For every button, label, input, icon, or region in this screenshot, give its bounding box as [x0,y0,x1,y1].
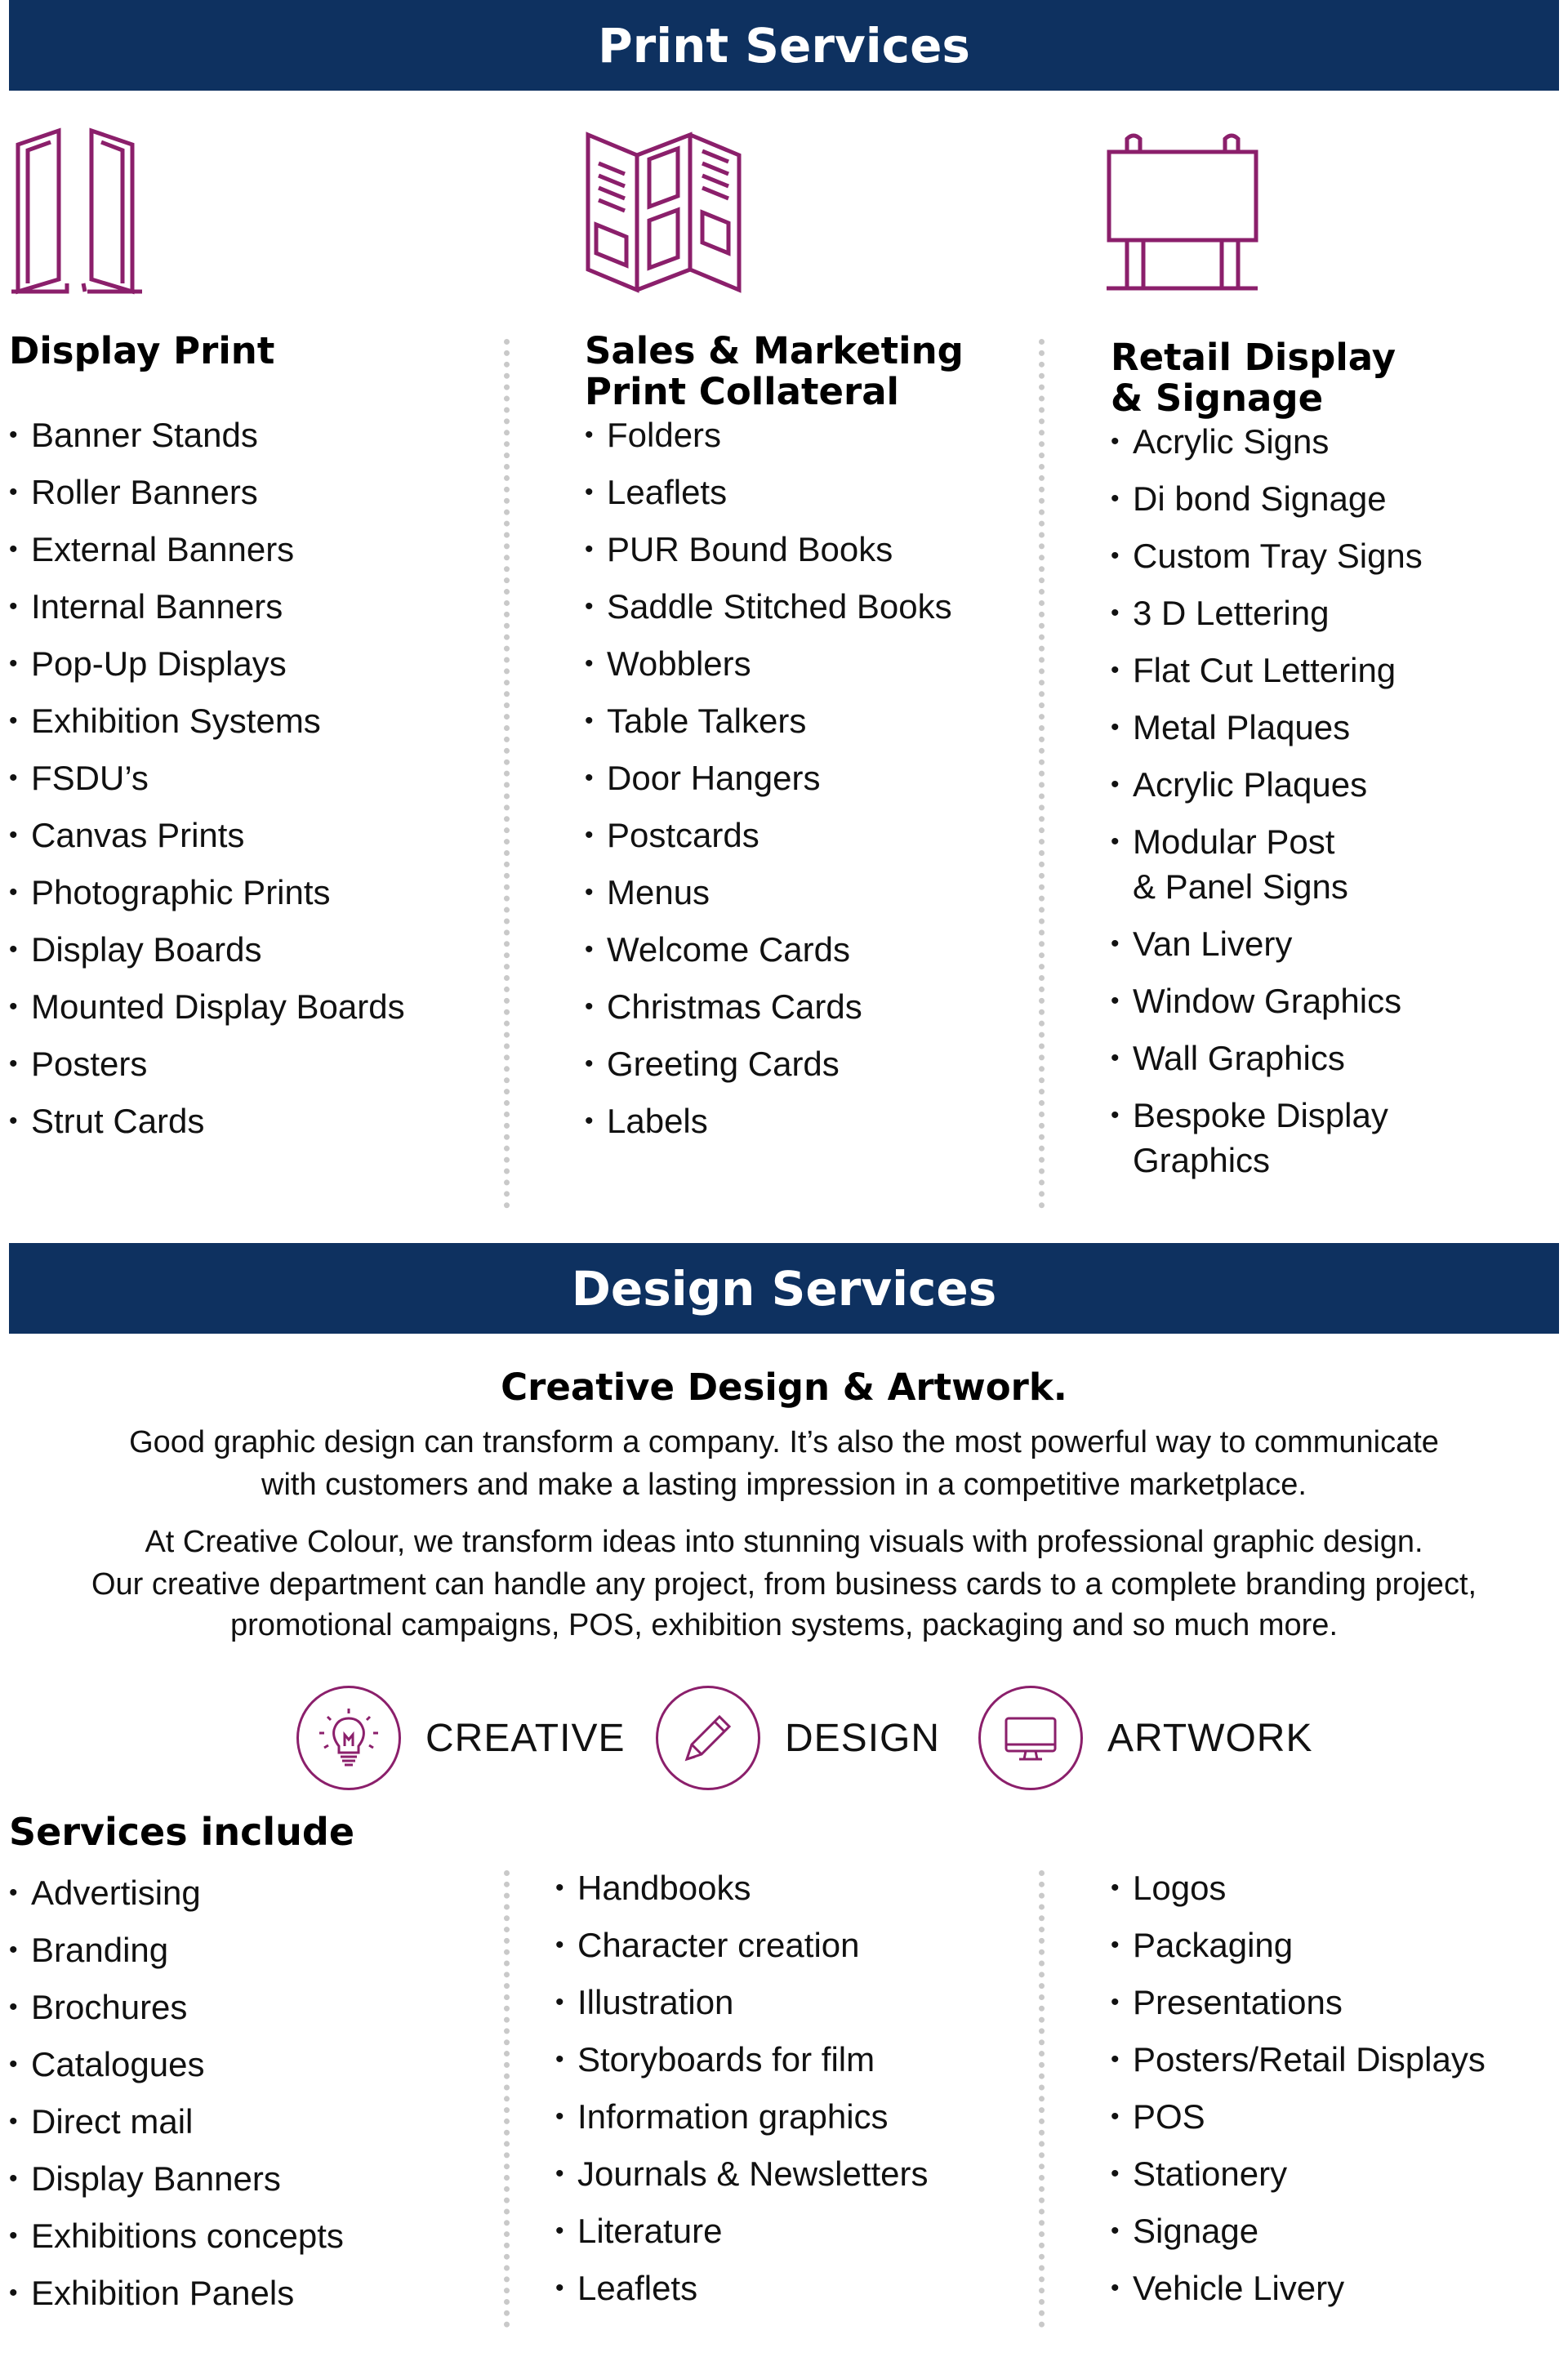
list-item: • Signage [1111,2208,1552,2253]
list-item: • Wall Graphics [1111,1036,1552,1081]
list-item: • Logos [1111,1865,1552,1910]
list-item: • Table Talkers [585,698,1026,743]
print-services-title: Print Services [598,17,970,74]
list-item: • Di bond Signage [1111,476,1552,521]
list-item: • Roller Banners [9,470,499,515]
lightbulb-icon [296,1686,401,1790]
retail-display-column [1111,337,1552,1195]
list-item: • Leaflets [555,2266,1029,2310]
list-item: • Exhibitions concepts [9,2213,499,2258]
column-title: Retail Display & Signage [1111,336,1396,420]
intro-paragraph-1-line-1: Good graphic design can transform a company. It’s also the most powerful way to communicate [129,1425,1439,1459]
list-item: • Direct mail [9,2099,499,2144]
design-heading: Creative Design & Artwork. [501,1366,1067,1409]
creative-badge [296,1686,625,1790]
list-item: • Literature [555,2208,1029,2253]
services-include-title: Services include [9,1810,355,1854]
list-item: • PUR Bound Books [585,527,1026,572]
list-item: • POS [1111,2094,1552,2139]
display-print-column [9,331,499,1156]
list-item: • 3 D Lettering [1111,590,1552,635]
sales-marketing-column [585,331,1026,1156]
list-item: • Stationery [1111,2151,1552,2196]
services-column-3 [1111,1865,1552,2323]
list-item: • Window Graphics [1111,978,1552,1023]
artwork-label: ARTWORK [1107,1716,1313,1760]
column-title: Display Print [9,329,275,372]
list-item: • Modular Post & Panel Signs [1111,819,1552,909]
list-item: • FSDU’s [9,755,499,800]
list-item: • Advertising [9,1870,499,1915]
list-item: • Labels [585,1098,1026,1143]
list-item: • Door Hangers [585,755,1026,800]
list-item: • Pop-Up Displays [9,641,499,686]
column-divider [1039,1870,1045,2328]
list-item: • Wobblers [585,641,1026,686]
monitor-icon [978,1686,1083,1790]
intro-paragraph-2-line-1: At Creative Colour, we transform ideas into stunning visuals with professional graphic design. [145,1525,1423,1559]
list-item: • Handbooks [555,1865,1029,1910]
list-item: • Journals & Newsletters [555,2151,1029,2196]
intro-paragraph-1-line-2: with customers and make a lasting impression in a competitive marketplace. [261,1468,1307,1502]
list-item: • External Banners [9,527,499,572]
list-item: • Vehicle Livery [1111,2266,1552,2310]
list-item: • Van Livery [1111,921,1552,966]
list-item: • Canvas Prints [9,813,499,858]
list-item: • Folders [585,412,1026,457]
list-item: • Posters/Retail Displays [1111,2037,1552,2082]
list-item: • Information graphics [555,2094,1029,2139]
list-item: • Catalogues [9,2042,499,2087]
list-item: • Display Boards [9,927,499,972]
list-item: • Exhibition Panels [9,2270,499,2315]
intro-paragraph-2-line-2: Our creative department can handle any project, from business cards to a complete branding project, [91,1567,1477,1602]
list-item: • Welcome Cards [585,927,1026,972]
list-item: • Bespoke Display Graphics [1111,1093,1552,1183]
list-item: • Greeting Cards [585,1041,1026,1086]
services-column-2 [555,1865,1029,2323]
list-item: • Exhibition Systems [9,698,499,743]
list-item: • Saddle Stitched Books [585,584,1026,629]
services-list-2 [555,1865,1029,2310]
services-column-1 [9,1870,499,2328]
list-item: • Presentations [1111,1980,1552,2025]
list-item: • Postcards [585,813,1026,858]
list-item: • Internal Banners [9,584,499,629]
artwork-badge [978,1686,1312,1790]
retail-display-list [1111,419,1552,1183]
list-item: • Illustration [555,1980,1029,2025]
list-item: • Display Banners [9,2156,499,2201]
list-item: • Mounted Display Boards [9,984,499,1029]
list-item: • Acrylic Plaques [1111,762,1552,807]
creative-label: CREATIVE [425,1716,626,1760]
list-item: • Brochures [9,1985,499,2030]
sales-marketing-list [585,412,1026,1143]
list-item: • Photographic Prints [9,870,499,915]
list-item: • Banner Stands [9,412,499,457]
design-services-title: Design Services [571,1260,997,1317]
column-divider [504,1870,510,2328]
design-label: DESIGN [785,1716,941,1760]
list-item: • Packaging [1111,1923,1552,1967]
list-item: • Strut Cards [9,1098,499,1143]
signboard-icon [1102,129,1262,292]
list-item: • Leaflets [585,470,1026,515]
column-divider [1039,339,1045,1209]
list-item: • Christmas Cards [585,984,1026,1029]
design-badge [656,1686,940,1790]
pencil-icon [656,1686,760,1790]
list-item: • Menus [585,870,1026,915]
column-divider [504,339,510,1209]
list-item: • Storyboards for film [555,2037,1029,2082]
services-list-1 [9,1870,499,2315]
list-item: • Metal Plaques [1111,705,1552,750]
print-services-banner [9,0,1559,91]
list-item: • Branding [9,1927,499,1972]
list-item: • Flat Cut Lettering [1111,648,1552,693]
services-list-3 [1111,1865,1552,2310]
column-title: Sales & Marketing Print Collateral [585,329,964,413]
list-item: • Character creation [555,1923,1029,1967]
display-print-list [9,412,499,1143]
banner-stand-icon [10,124,145,300]
list-item: • Acrylic Signs [1111,419,1552,464]
list-item: • Custom Tray Signs [1111,533,1552,578]
list-item: • Posters [9,1041,499,1086]
design-services-banner [9,1243,1559,1334]
intro-paragraph-2-line-3: promotional campaigns, POS, exhibition systems, packaging and so much more. [230,1608,1338,1642]
brochure-icon [584,131,743,294]
